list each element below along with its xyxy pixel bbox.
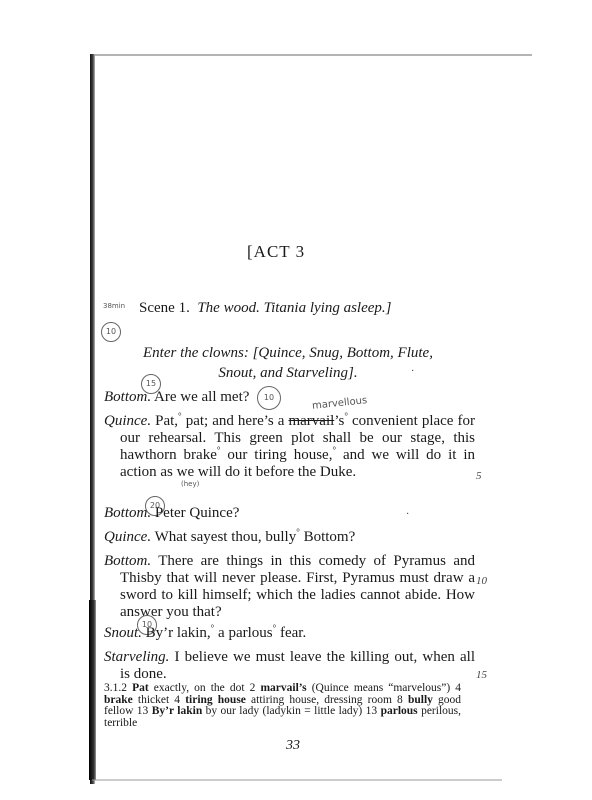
scan-speck: · [406,509,410,520]
note-term: parlous [380,705,418,717]
struck-word: marvail [288,413,335,429]
note-definition: (Quince means “marvelous”) 4 [306,682,462,694]
note-term: marvail’s [260,682,307,694]
speech-starveling [104,649,475,683]
handwritten-timing-note: 38min [103,302,126,310]
note-definition: thicket 4 [132,693,186,706]
act-heading: [ACT 3 [247,242,306,261]
speech-bottom-2 [104,505,475,522]
handwritten-aside: (hey) [181,480,200,488]
note-term: bully [407,693,433,706]
stage-direction [118,343,458,383]
speech-text: ’s [334,413,345,429]
speech-text: Bottom? [299,529,356,545]
scene-description: The wood. Titania lying asleep.] [197,300,392,316]
line-number: 15 [476,669,487,681]
gloss-marker: ° [332,445,337,455]
gloss-marker: ° [272,623,277,633]
speech-text: What sayest thou, bully [154,529,297,545]
speaker-name: Bottom. [104,505,152,521]
handwritten-circled-number: 15 [141,374,161,394]
gloss-marker: ° [296,527,300,537]
speech-text: By’r lakin, [145,625,211,641]
handwritten-circled-number: 10 [101,322,121,342]
speech-text: I believe we must leave the killing out, when all is done. [120,649,475,682]
speech-text: and we will do it in action as we will do it before the Duke. [120,447,475,480]
gloss-marker: ° [178,411,182,421]
scan-edge-top [92,54,532,56]
note-definition: exactly, on the dot 2 [148,682,261,694]
scan-edge-left-shadow [89,600,96,780]
speaker-name: Starveling. [104,649,170,665]
note-definition: good fellow 13 [104,693,462,717]
scene-label: Scene 1. [139,300,190,316]
speech-text: our tiring house, [220,447,333,463]
speaker-name: Bottom. [104,553,152,569]
page-number: 33 [286,738,300,753]
speech-snout [104,625,475,642]
speech-text: pat; and here’s a [181,413,289,429]
handwritten-correction: marvellous [311,395,368,412]
note-term: By’r lakin [151,705,203,717]
line-number: 5 [476,470,482,482]
speaker-name: Quince. [104,529,152,545]
note-term: brake [104,693,133,706]
speech-text: There are things in this comedy of Pyramus and Thisby that will never please. First, Pyramus must draw a sword to kill himself; which the ladies cannot abide. How answer you that? [120,553,476,620]
handwritten-circled-number: 20 [145,496,165,516]
gloss-marker: ° [216,445,221,455]
speech-quince-2 [104,529,475,546]
glossary-notes [104,683,461,729]
scan-edge-bottom [92,779,502,781]
handwritten-circled-number: 10 [137,615,157,635]
gloss-marker: ° [344,411,348,421]
speech-text: Pat, [155,413,179,429]
note-term: tiring house [185,693,246,706]
speech-text: convenient place for our rehearsal. This green plot shall be our stage, this hawthorn brake [120,413,475,463]
note-reference: 3.1.2 [104,682,127,694]
note-definition: attiring house, dressing room 8 [245,693,408,706]
scan-speck: · [411,366,415,377]
scene-heading [139,300,392,317]
speech-text: Are we all met? [154,389,250,405]
speaker-name: Snout. [104,625,142,641]
stage-direction-line-2: Snout, and Starveling]. [218,365,358,381]
handwritten-circled-number: 10 [257,386,281,410]
note-definition: perilous, terrible [104,705,461,729]
note-definition: by our lady (ladykin = little lady) 13 [202,705,381,717]
speech-text: a parlous [214,625,273,641]
stage-direction-line-1: Enter the clowns: [Quince, Snug, Bottom, Flute, [143,345,433,361]
line-number: 10 [476,575,487,587]
speech-quince-1 [104,413,475,481]
speech-bottom-1 [104,389,475,406]
speaker-name: Quince. [104,413,152,429]
speech-bottom-3 [104,553,475,621]
speech-text: fear. [276,625,307,641]
speech-text: Peter Quince? [154,505,240,521]
gloss-marker: ° [210,623,215,633]
speaker-name: Bottom. [104,389,152,405]
note-term: Pat [132,682,149,694]
